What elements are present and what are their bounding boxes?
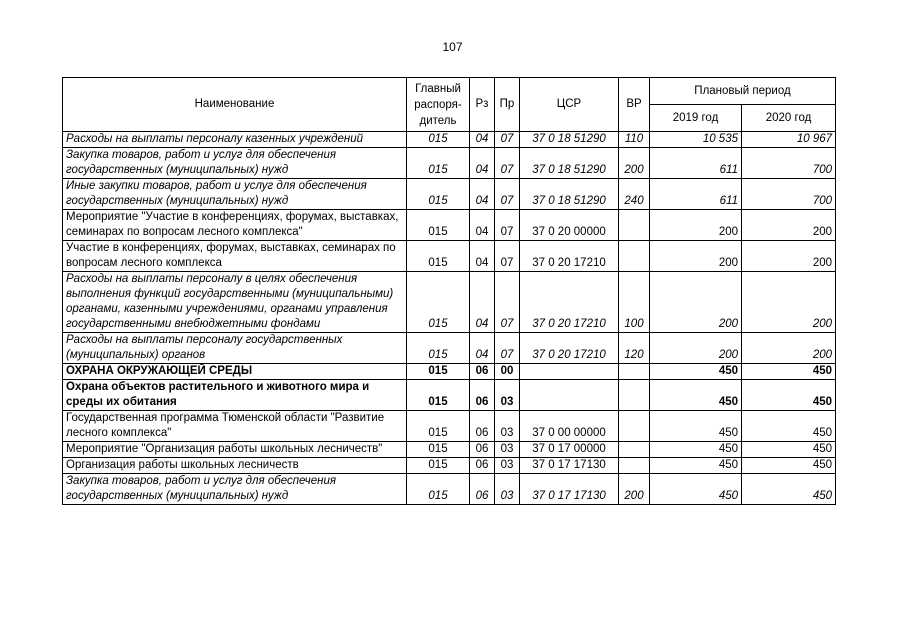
cell-section: 06 bbox=[470, 458, 495, 474]
cell-name: Мероприятие "Участие в конференциях, форумах, выставках, семинарах по вопросам лесного комплекса" bbox=[63, 210, 407, 241]
cell-section: 04 bbox=[470, 241, 495, 272]
cell-target-item: 37 0 17 17130 bbox=[520, 458, 619, 474]
cell-name: Мероприятие "Организация работы школьных лесничеств" bbox=[63, 442, 407, 458]
header-name: Наименование bbox=[63, 78, 407, 132]
cell-target-item: 37 0 17 17130 bbox=[520, 474, 619, 505]
cell-2020: 200 bbox=[742, 333, 836, 364]
cell-subsection: 07 bbox=[495, 210, 520, 241]
table-row bbox=[63, 148, 836, 179]
cell-subsection: 07 bbox=[495, 272, 520, 333]
cell-2019: 450 bbox=[650, 458, 742, 474]
cell-chief-manager: 015 bbox=[407, 474, 470, 505]
table-row bbox=[63, 458, 836, 474]
cell-name: Закупка товаров, работ и услуг для обеспечения государственных (муниципальных) нужд bbox=[63, 148, 407, 179]
cell-chief-manager: 015 bbox=[407, 132, 470, 148]
cell-chief-manager: 015 bbox=[407, 442, 470, 458]
cell-subsection: 03 bbox=[495, 411, 520, 442]
cell-target-item: 37 0 18 51290 bbox=[520, 148, 619, 179]
cell-name: ОХРАНА ОКРУЖАЮЩЕЙ СРЕДЫ bbox=[63, 364, 407, 380]
cell-target-item bbox=[520, 364, 619, 380]
cell-subsection: 03 bbox=[495, 442, 520, 458]
table-row bbox=[63, 380, 836, 411]
cell-name: Расходы на выплаты персоналу в целях обеспечения выполнения функций государственными (муниципальными) органами, казенными учреждениями, органами управления государственными внебюджетными фондами bbox=[63, 272, 407, 333]
header-subsection: Пр bbox=[495, 78, 520, 132]
cell-section: 06 bbox=[470, 474, 495, 505]
cell-2019: 200 bbox=[650, 210, 742, 241]
cell-section: 04 bbox=[470, 272, 495, 333]
cell-2019: 450 bbox=[650, 442, 742, 458]
cell-2020: 450 bbox=[742, 380, 836, 411]
cell-2020: 450 bbox=[742, 442, 836, 458]
table-row bbox=[63, 272, 836, 333]
cell-target-item: 37 0 20 17210 bbox=[520, 333, 619, 364]
cell-subsection: 03 bbox=[495, 474, 520, 505]
cell-expense-type bbox=[619, 364, 650, 380]
cell-name: Расходы на выплаты персоналу казенных учреждений bbox=[63, 132, 407, 148]
table-row bbox=[63, 411, 836, 442]
cell-target-item: 37 0 20 00000 bbox=[520, 210, 619, 241]
header-2020: 2020 год bbox=[742, 105, 836, 132]
cell-subsection: 07 bbox=[495, 132, 520, 148]
cell-section: 06 bbox=[470, 380, 495, 411]
cell-section: 04 bbox=[470, 333, 495, 364]
cell-expense-type bbox=[619, 442, 650, 458]
cell-2019: 200 bbox=[650, 241, 742, 272]
cell-chief-manager: 015 bbox=[407, 458, 470, 474]
table-row bbox=[63, 132, 836, 148]
cell-name: Расходы на выплаты персоналу государственных (муниципальных) органов bbox=[63, 333, 407, 364]
cell-2019: 450 bbox=[650, 380, 742, 411]
cell-2020: 700 bbox=[742, 148, 836, 179]
cell-expense-type: 100 bbox=[619, 272, 650, 333]
cell-subsection: 07 bbox=[495, 179, 520, 210]
cell-expense-type: 240 bbox=[619, 179, 650, 210]
budget-table bbox=[62, 77, 836, 505]
header-target-item: ЦСР bbox=[520, 78, 619, 132]
cell-name: Организация работы школьных лесничеств bbox=[63, 458, 407, 474]
cell-chief-manager: 015 bbox=[407, 179, 470, 210]
cell-target-item: 37 0 18 51290 bbox=[520, 132, 619, 148]
cell-name: Охрана объектов растительного и животного мира и среды их обитания bbox=[63, 380, 407, 411]
cell-2019: 611 bbox=[650, 179, 742, 210]
cell-section: 04 bbox=[470, 132, 495, 148]
cell-section: 06 bbox=[470, 411, 495, 442]
cell-name: Иные закупки товаров, работ и услуг для обеспечения государственных (муниципальных) нужд bbox=[63, 179, 407, 210]
header-expense-type: ВР bbox=[619, 78, 650, 132]
table-row bbox=[63, 241, 836, 272]
cell-section: 06 bbox=[470, 442, 495, 458]
table-row bbox=[63, 442, 836, 458]
cell-target-item: 37 0 00 00000 bbox=[520, 411, 619, 442]
cell-expense-type bbox=[619, 458, 650, 474]
cell-subsection: 07 bbox=[495, 333, 520, 364]
cell-expense-type bbox=[619, 241, 650, 272]
header-chief-manager: Главный распоря-дитель bbox=[407, 78, 470, 132]
cell-2019: 450 bbox=[650, 364, 742, 380]
cell-expense-type: 120 bbox=[619, 333, 650, 364]
cell-2019: 611 bbox=[650, 148, 742, 179]
cell-expense-type bbox=[619, 411, 650, 442]
table-row bbox=[63, 210, 836, 241]
page-number: 107 bbox=[442, 40, 463, 54]
cell-chief-manager: 015 bbox=[407, 210, 470, 241]
cell-target-item: 37 0 17 00000 bbox=[520, 442, 619, 458]
table-row bbox=[63, 179, 836, 210]
cell-chief-manager: 015 bbox=[407, 380, 470, 411]
cell-2020: 450 bbox=[742, 474, 836, 505]
cell-chief-manager: 015 bbox=[407, 411, 470, 442]
cell-2020: 450 bbox=[742, 411, 836, 442]
cell-expense-type: 200 bbox=[619, 474, 650, 505]
cell-2019: 450 bbox=[650, 474, 742, 505]
cell-expense-type bbox=[619, 210, 650, 241]
cell-2020: 200 bbox=[742, 210, 836, 241]
cell-chief-manager: 015 bbox=[407, 364, 470, 380]
cell-2020: 700 bbox=[742, 179, 836, 210]
cell-expense-type: 110 bbox=[619, 132, 650, 148]
cell-chief-manager: 015 bbox=[407, 241, 470, 272]
table-row bbox=[63, 474, 836, 505]
cell-section: 06 bbox=[470, 364, 495, 380]
cell-2020: 450 bbox=[742, 458, 836, 474]
cell-target-item: 37 0 20 17210 bbox=[520, 241, 619, 272]
cell-2020: 200 bbox=[742, 272, 836, 333]
cell-section: 04 bbox=[470, 179, 495, 210]
cell-name: Закупка товаров, работ и услуг для обеспечения государственных (муниципальных) нужд bbox=[63, 474, 407, 505]
cell-target-item bbox=[520, 380, 619, 411]
cell-subsection: 00 bbox=[495, 364, 520, 380]
cell-chief-manager: 015 bbox=[407, 272, 470, 333]
cell-2020: 10 967 bbox=[742, 132, 836, 148]
cell-chief-manager: 015 bbox=[407, 148, 470, 179]
table-row bbox=[63, 333, 836, 364]
cell-2020: 450 bbox=[742, 364, 836, 380]
cell-subsection: 07 bbox=[495, 241, 520, 272]
cell-chief-manager: 015 bbox=[407, 333, 470, 364]
cell-2020: 200 bbox=[742, 241, 836, 272]
header-2019: 2019 год bbox=[650, 105, 742, 132]
cell-subsection: 07 bbox=[495, 148, 520, 179]
cell-2019: 200 bbox=[650, 333, 742, 364]
cell-target-item: 37 0 20 17210 bbox=[520, 272, 619, 333]
cell-subsection: 03 bbox=[495, 458, 520, 474]
cell-name: Участие в конференциях, форумах, выставках, семинарах по вопросам лесного комплекса bbox=[63, 241, 407, 272]
cell-expense-type: 200 bbox=[619, 148, 650, 179]
cell-2019: 450 bbox=[650, 411, 742, 442]
cell-expense-type bbox=[619, 380, 650, 411]
cell-target-item: 37 0 18 51290 bbox=[520, 179, 619, 210]
cell-name: Государственная программа Тюменской области "Развитие лесного комплекса" bbox=[63, 411, 407, 442]
cell-2019: 200 bbox=[650, 272, 742, 333]
cell-subsection: 03 bbox=[495, 380, 520, 411]
cell-2019: 10 535 bbox=[650, 132, 742, 148]
header-planned-period: Плановый период bbox=[650, 78, 836, 105]
table-row bbox=[63, 364, 836, 380]
header-section: Рз bbox=[470, 78, 495, 132]
cell-section: 04 bbox=[470, 148, 495, 179]
cell-section: 04 bbox=[470, 210, 495, 241]
